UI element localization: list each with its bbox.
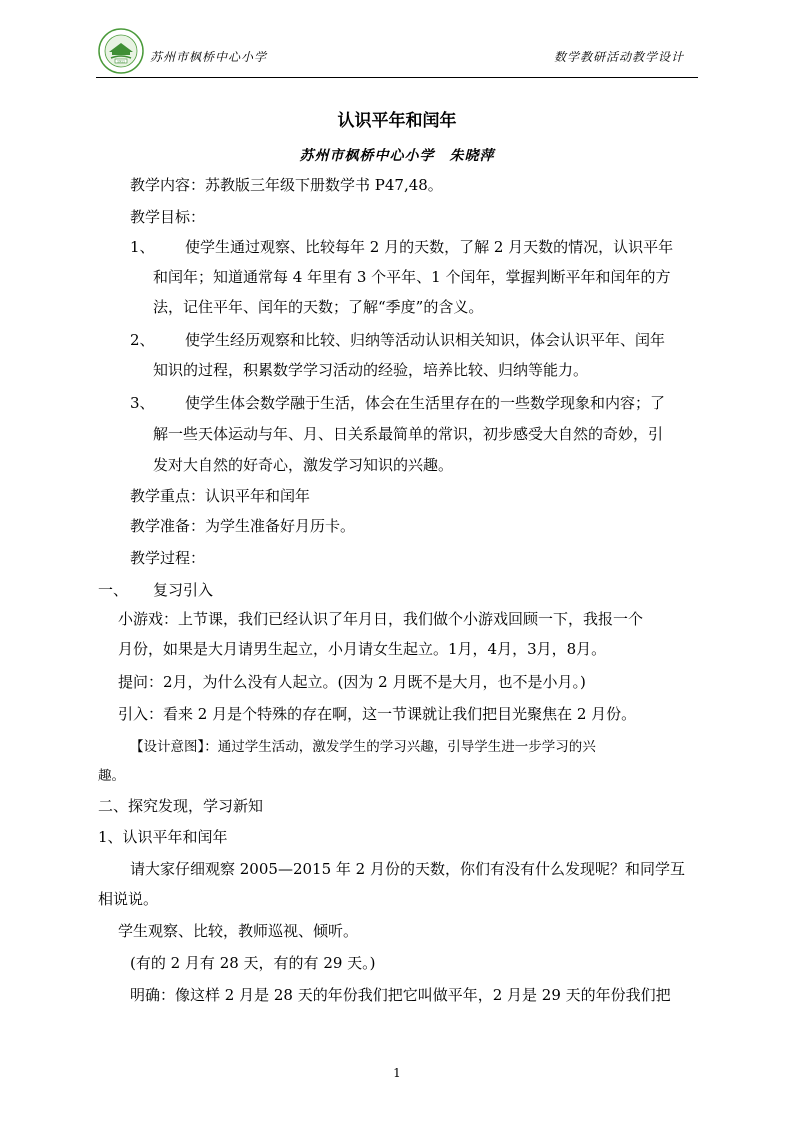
goal-1-line: 和闰年；知道通常每 4 年里有 3 个平年、1 个闰年，掌握判断平年和闰年的方	[153, 268, 671, 286]
clarify-paragraph: 明确：像这样 2 月是 28 天的年份我们把它叫做平年，2 月是 29 天的年份我们把	[130, 986, 671, 1004]
goal-1-line: 使学生通过观察、比较每年 2 月的天数，了解 2 月天数的情况，认识平年	[185, 238, 674, 256]
design-intent-line: 【设计意图】：通过学生活动，激发学生的学习兴趣，引导学生进一步学习的兴	[130, 739, 596, 755]
goal-2-line: 使学生经历观察和比较、归纳等活动认识相关知识，体会认识平年、闰年	[185, 331, 666, 349]
document-title: 认识平年和闰年	[337, 111, 457, 131]
observe-paragraph-line: 请大家仔细观察 2005—2015 年 2 月份的天数，你们有没有什么发现呢？和同学互	[130, 860, 685, 878]
subsection-1-heading: 1、认识平年和闰年	[98, 828, 228, 846]
goals-label: 教学目标：	[130, 208, 206, 226]
header-document-type: 数学教研活动教学设计	[553, 50, 684, 64]
goal-1-line: 法，记住平年、闰年的天数；了解“季度”的含义。	[153, 298, 484, 316]
process-label: 教学过程：	[130, 549, 206, 567]
observe-paragraph-line: 相说说。	[98, 890, 159, 908]
author-line: 苏州市枫桥中心小学 朱晓萍	[299, 148, 495, 164]
game-paragraph-line: 月份，如果是大月请男生起立，小月请女生起立。1月，4月，3月，8月。	[118, 640, 607, 658]
game-paragraph-line: 小游戏：上节课，我们已经认识了年月日，我们做个小游戏回顾一下，我报一个	[118, 610, 644, 628]
goal-3-number: 3、	[130, 394, 155, 412]
preparation: 教学准备：为学生准备好月历卡。	[130, 517, 356, 535]
goal-3-line: 使学生体会数学融于生活，体会在生活里存在的一些数学现象和内容；了	[185, 394, 666, 412]
students-activity: 学生观察、比较，教师巡视、倾听。	[118, 922, 359, 940]
section-1-title: 复习引入	[153, 581, 214, 599]
section-2-heading: 二、探究发现，学习新知	[98, 797, 264, 815]
question-paragraph: 提问：2月，为什么没有人起立。(因为 2 月既不是大月，也不是小月。)	[118, 673, 586, 691]
header-divider	[96, 77, 698, 78]
section-1-number: 一、	[98, 581, 129, 599]
goal-2-number: 2、	[130, 331, 155, 349]
header-school-name: 苏州市枫桥中心小学	[150, 50, 268, 64]
goal-2-line: 知识的过程，积累数学学习活动的经验，培养比较、归纳等能力。	[153, 361, 589, 379]
goal-3-line: 解一些天体运动与年、月、日关系最简单的常识，初步感受大自然的奇妙，引	[153, 425, 664, 443]
teaching-content: 教学内容：苏教版三年级下册数学书 P47,48。	[130, 176, 443, 194]
school-logo	[98, 28, 144, 74]
goal-3-line: 发对大自然的好奇心，激发学习知识的兴趣。	[153, 456, 454, 474]
goal-1-number: 1、	[130, 238, 155, 256]
page-number: 1	[393, 1066, 401, 1080]
intro-paragraph: 引入：看来 2 月是个特殊的存在啊，这一节课就让我们把目光聚焦在 2 月份。	[118, 705, 637, 723]
key-point: 教学重点：认识平年和闰年	[130, 487, 311, 505]
design-intent-line: 趣。	[98, 768, 125, 784]
students-answer: (有的 2 月有 28 天，有的有 29 天。)	[130, 954, 376, 972]
svg-text:1911: 1911	[116, 59, 126, 64]
